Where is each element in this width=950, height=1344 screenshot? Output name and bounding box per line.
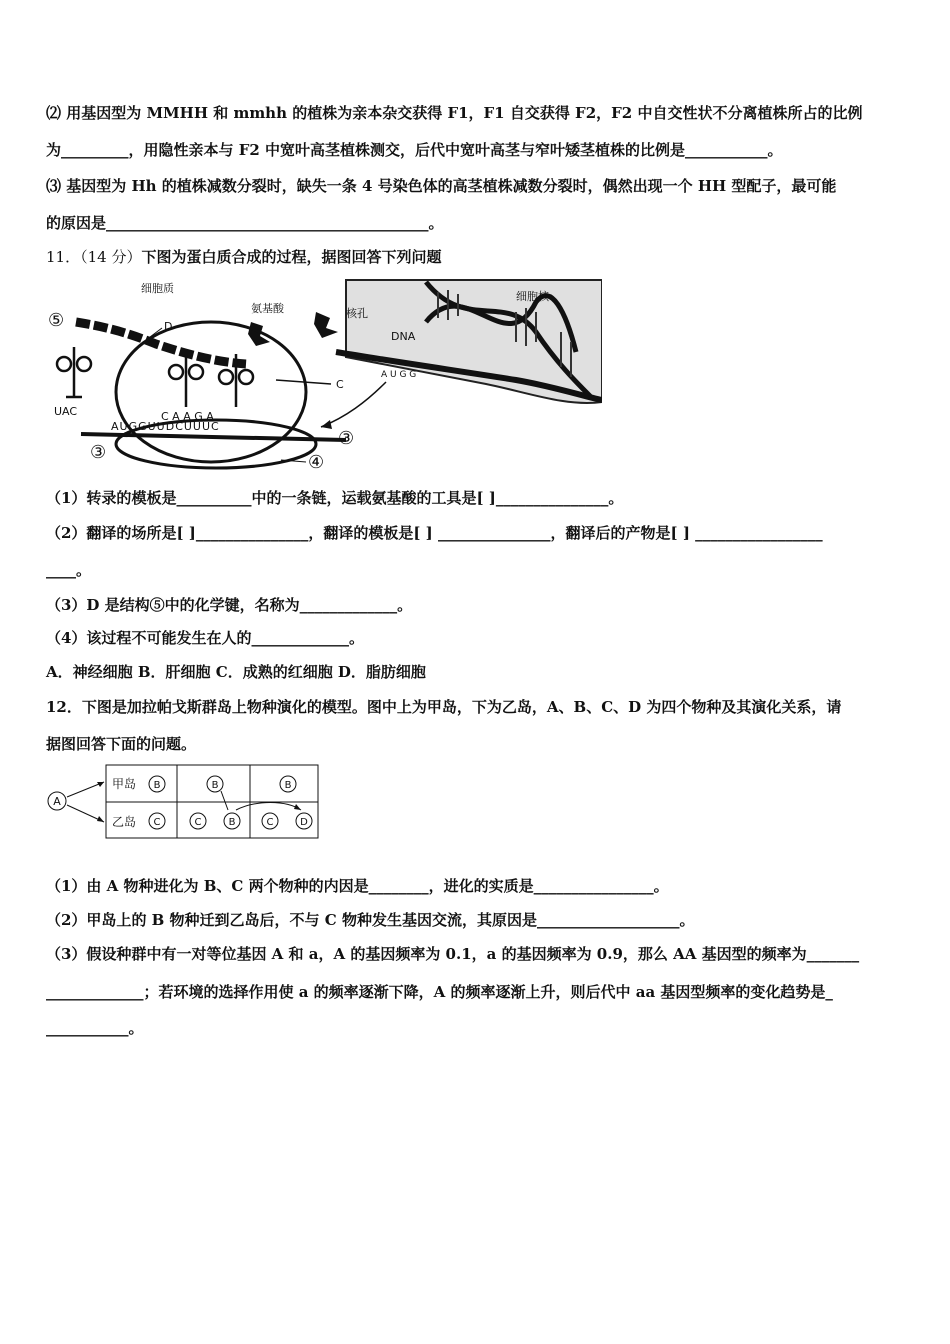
arrow-B-migrate	[221, 791, 228, 810]
protein-synthesis-figure	[46, 272, 602, 472]
circle-3-left: ③	[90, 442, 107, 463]
dna-label: DNA	[391, 330, 416, 343]
island-jia-label: 甲岛	[112, 777, 137, 791]
species-C2: C	[194, 817, 202, 828]
island-yi-label: 乙岛	[112, 815, 137, 829]
species-A: A	[53, 795, 61, 808]
anticodon-left: UAC	[54, 405, 78, 418]
species-B4: B	[284, 780, 292, 791]
trna-middle-1	[169, 354, 203, 407]
mrna-transport-arrow	[321, 382, 386, 427]
arrow-head	[321, 420, 332, 429]
anticodon-middle: C A A G A	[161, 410, 214, 423]
arrow-A-to-C-head	[97, 816, 104, 822]
q12-title-text: 12．下图是加拉帕戈斯群岛上物种演化的模型。图中上为甲岛，下为乙岛，A、B、C、D 为四个物种及其演化关系，请	[46, 698, 842, 716]
q11-number: 11．（14 分）	[46, 248, 142, 266]
q11-title-text: 下图为蛋白质合成的过程，据图回答下列问题	[141, 248, 442, 266]
q11-s1: （1）转录的模板是__________中的一条链，运载氨基酸的工具是[ ]_______________。	[46, 489, 624, 507]
species-C1: C	[153, 817, 161, 828]
label-C: C	[336, 378, 344, 391]
label-D: D	[164, 320, 173, 333]
q12-s3-line2: _____________；若环境的选择作用使 a 的频率逐渐下降，A 的频率逐渐上升，则后代中 aa 基因型频率的变化趋势是_	[46, 983, 833, 1001]
arrow-B-to-D-head	[294, 804, 301, 810]
mrna-sequence-top: A U G G	[381, 370, 417, 380]
species-B1: B	[153, 780, 161, 791]
species-B3: B	[228, 817, 236, 828]
q11-s2-line1: （2）翻译的场所是[ ]_______________，翻译的模板是[ ] _______________，翻译后的产物是[ ] _________________	[46, 524, 823, 542]
q11-s4: （4）该过程不可能发生在人的_____________。	[46, 629, 364, 647]
q12-title-line2: 据图回答下面的问题。	[46, 735, 197, 753]
amino-acid-label: 氨基酸	[251, 302, 284, 315]
q12-s3-line3: ___________。	[46, 1019, 144, 1037]
q10-p3-line2: 的原因是___________________________________________。	[46, 214, 444, 232]
q10-p2-line2: 为_________，用隐性亲本与 F2 中宽叶高茎植株测交，后代中宽叶高茎与窄叶矮茎植株的比例是___________。	[46, 141, 783, 159]
q12-title-line1	[46, 697, 908, 717]
nucleus-label: 细胞核	[516, 290, 549, 303]
species-C3: C	[266, 817, 274, 828]
trna-left	[57, 347, 91, 397]
circle-4-label: ④	[308, 452, 325, 472]
q11-title	[46, 247, 908, 267]
q12-s2: （2）甲岛上的 B 物种迁到乙岛后，不与 C 物种发生基因交流，其原因是___________________。	[46, 911, 695, 929]
island-evolution-figure	[46, 764, 322, 840]
species-B2: B	[211, 780, 219, 791]
mrna-sequence: AUGGUUDCUUUC	[111, 420, 220, 433]
amino-acid-2	[314, 312, 338, 338]
species-D: D	[300, 817, 308, 828]
q11-s2-line2: ____。	[46, 561, 92, 579]
q11-options: A．神经细胞 B．肝细胞 C．成熟的红细胞 D．脂肪细胞	[46, 663, 426, 681]
ribosome-large-subunit	[116, 322, 306, 462]
q10-p3-line1: ⑶ 基因型为 Hh 的植株减数分裂时，缺失一条 4 号染色体的高茎植株减数分裂时，偶然出现一个 HH 型配子，最可能	[46, 177, 837, 195]
circle-3-right: ③	[338, 428, 355, 449]
pore-label: 核孔	[346, 307, 368, 320]
q10-p2-line1: ⑵ 用基因型为 MMHH 和 mmhh 的植株为亲本杂交获得 F1，F1 自交获得 F2，F2 中自交性状不分离植株所占的比例	[46, 104, 863, 122]
circle-5-label: ⑤	[48, 310, 65, 331]
q11-s3: （3）D 是结构⑤中的化学键，名称为_____________。	[46, 596, 413, 614]
q12-s1: （1）由 A 物种进化为 B、C 两个物种的内因是________，进化的实质是________________。	[46, 877, 669, 895]
cytoplasm-label: 细胞质	[141, 282, 174, 295]
arrow-B-to-D	[236, 803, 301, 811]
q12-s3-line1: （3）假设种群中有一对等位基因 A 和 a，A 的基因频率为 0.1，a 的基因频率为 0.9，那么 AA 基因型的频率为_______	[46, 945, 860, 963]
